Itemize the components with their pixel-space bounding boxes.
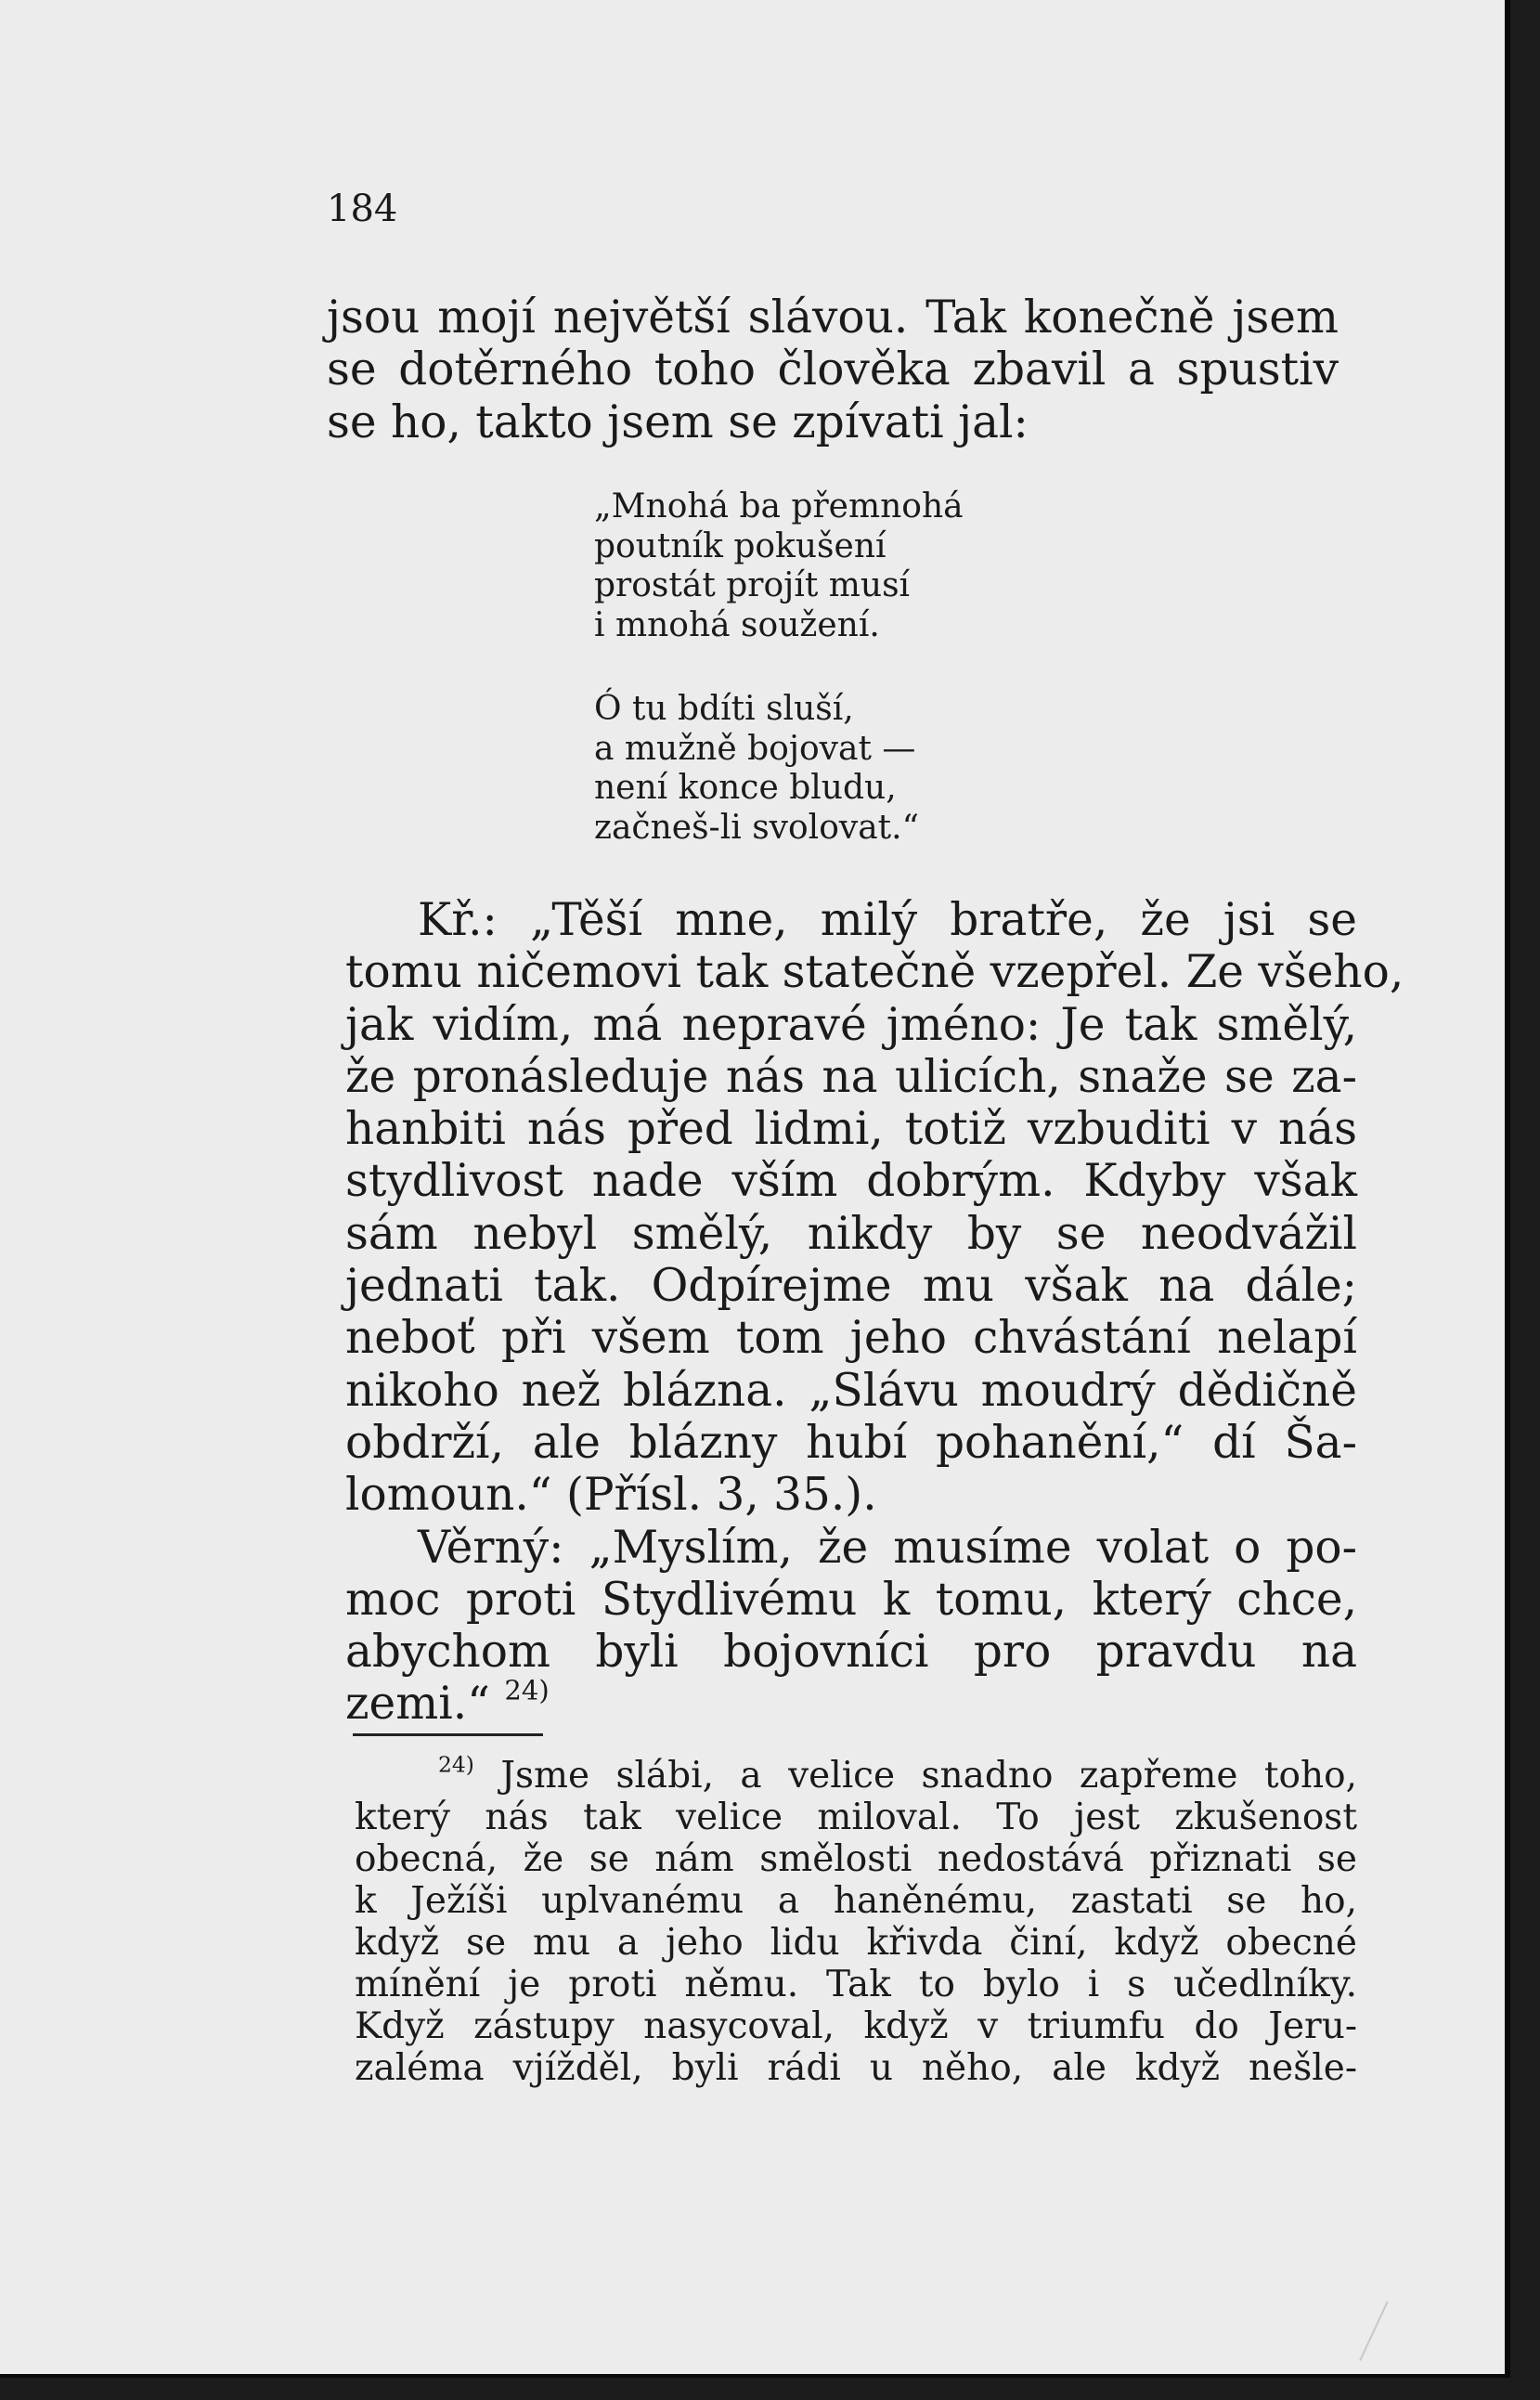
text-line: obdrží, ale blázny hubí pohanění,“ dí Ša- xyxy=(345,1416,1357,1469)
poem-line: a mužně bojovat — xyxy=(594,729,916,768)
footnote-line: který nás tak velice miloval. To jest zkušenost xyxy=(355,1797,1357,1838)
footnote-marker: 24) xyxy=(438,1751,474,1778)
footnote-line: obecná, že se nám smělosti nedostává přiznati se xyxy=(355,1838,1357,1880)
footnote-divider xyxy=(353,1733,543,1736)
paper-mark xyxy=(1359,2302,1405,2369)
text-line: jsou mojí největší slávou. Tak konečně jsem xyxy=(327,292,1339,344)
poem-line: Ó tu bdíti sluší, xyxy=(594,690,854,728)
poem-line: není konce bludu, xyxy=(594,769,897,807)
dialogue-paragraphs xyxy=(345,894,1404,1731)
text-line: neboť při všem tom jeho chvástání nelapí xyxy=(345,1312,1357,1365)
poem-line: prostát projít musí xyxy=(594,566,911,604)
footnote-reference: 24) xyxy=(504,1675,550,1707)
footnote-line: zaléma vjížděl, byli rádi u něho, ale když nešle- xyxy=(355,2047,1357,2089)
footnote-line: Když zástupy nasycoval, když v triumfu do Jeru- xyxy=(355,2005,1357,2047)
text-line-with-ref xyxy=(345,1675,1357,1731)
text-line: moc proti Stydlivému k tomu, který chce, xyxy=(345,1573,1357,1626)
text-line: zemi.“ xyxy=(345,1678,490,1731)
poem-stanza-1 xyxy=(594,487,964,645)
footnote xyxy=(355,1751,1357,2089)
text-line: stydlivost nade vším dobrým. Kdyby však xyxy=(345,1155,1357,1208)
poem-line: poutník pokušení xyxy=(594,526,886,565)
text-line: Kř.: „Těší mne, milý bratře, že jsi se xyxy=(418,894,1357,946)
text-line: že pronásleduje nás na ulicích, snaže se za- xyxy=(345,1050,1357,1103)
text-line: jednati tak. Odpírejme mu však na dále; xyxy=(345,1260,1357,1313)
footnote-text: Jsme slábi, a velice snadno zapřeme toho, xyxy=(500,1755,1357,1797)
text-line: jak vidím, má nepravé jméno: Je tak smělý, xyxy=(345,998,1357,1051)
footnote-line: mínění je proti němu. Tak to bylo i s učedlníky. xyxy=(355,1964,1357,2005)
intro-paragraph xyxy=(327,292,1339,448)
poem-line: i mnohá soužení. xyxy=(594,605,880,644)
text-line: Věrný: „Myslím, že musíme volat o po- xyxy=(418,1521,1357,1574)
text-line: se dotěrného toho člověka zbavil a spustiv xyxy=(327,344,1339,396)
page-number: 184 xyxy=(327,188,398,230)
text-line: hanbiti nás před lidmi, totiž vzbuditi v nás xyxy=(345,1103,1357,1156)
poem-line: „Mnohá ba přemnohá xyxy=(594,487,964,525)
footnote-line: k Ježíši uplvanému a haněnému, zastati se ho, xyxy=(355,1880,1357,1922)
text-line: nikoho než blázna. „Slávu moudrý dědičně xyxy=(345,1364,1357,1417)
poem-stanza-2 xyxy=(594,690,919,848)
poem-line: začneš-li svolovat.“ xyxy=(594,808,919,847)
footnote-line: když se mu a jeho lidu křivda činí, když obecné xyxy=(355,1922,1357,1964)
text-line: abychom byli bojovníci pro pravdu na xyxy=(345,1626,1357,1679)
text-line: se ho, takto jsem se zpívati jal: xyxy=(327,396,1029,448)
text-line: lomoun.“ (Přísl. 3, 35.). xyxy=(345,1469,877,1522)
text-line: sám nebyl smělý, nikdy by se neodvážil xyxy=(345,1207,1357,1260)
text-line: tomu ničemovi tak statečně vzepřel. Ze všeho, xyxy=(345,946,1404,999)
footnote-line xyxy=(355,1751,1357,1797)
